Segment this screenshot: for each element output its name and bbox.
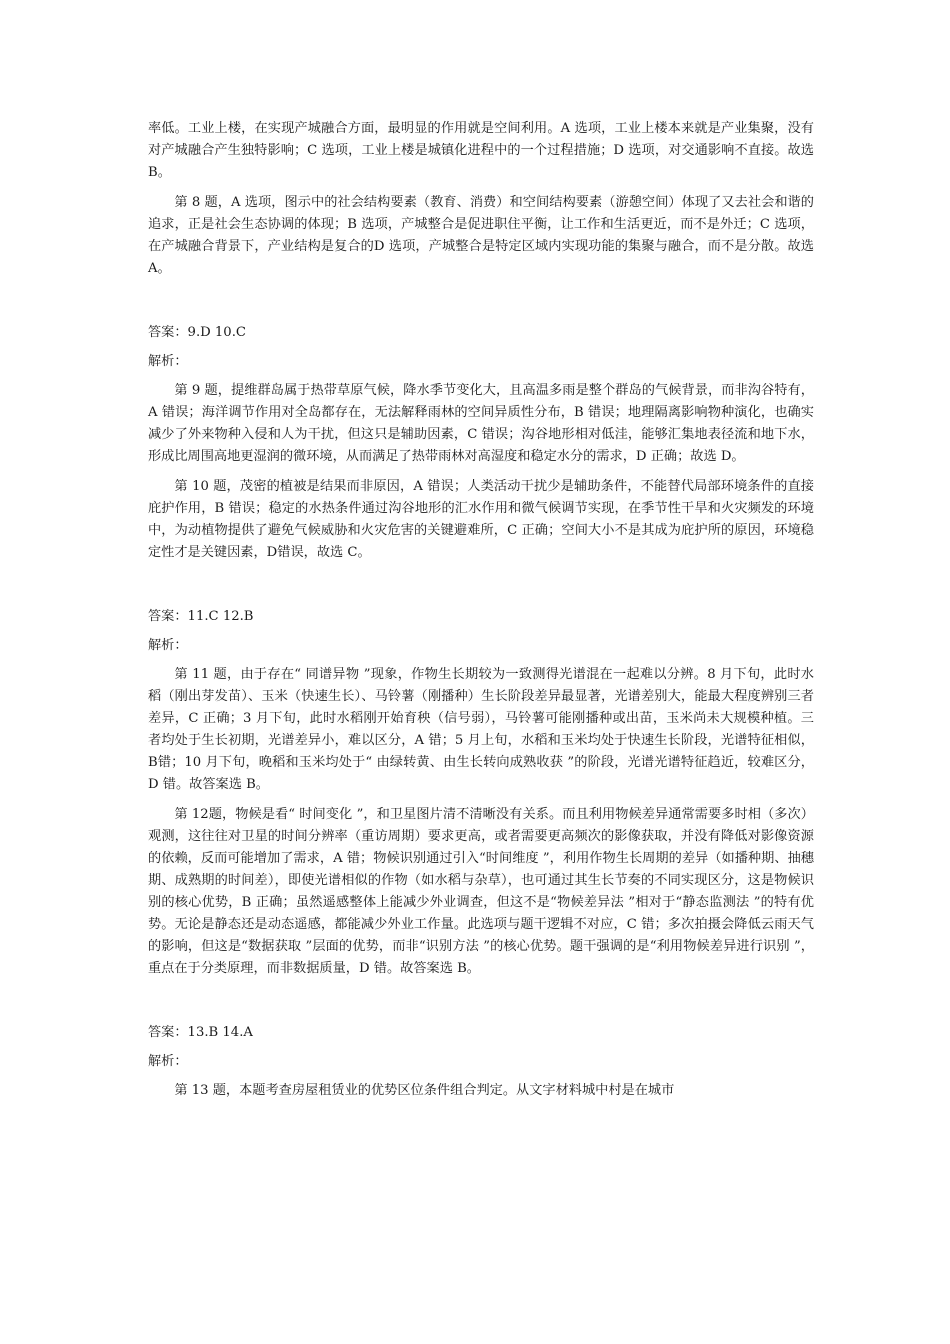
- paragraph-q12: 第 12题，物候是看“ 时间变化 ”，和卫星图片清不清晰没有关系。而且利用物候差异通常需要多时相（多次）观测，这往往对卫星的时间分辨率（重访周期）要求更高，或者需要更高频次的影像获取，并没有降低对影像资源的依赖，反而可能增加了需求，A 错；物候识别通过引入“时间维度 ”，利用作物生长周期的差异（如播种期、抽穗期、成熟期的时间差），即使光谱相似的作物（如水稻与杂草），也可通过其生长节奏的不同实现区分，这是物候识别的核心优势，B 正确；虽然遥感整体上能减少外业调查，但这不是“物候差异法 ”相对于“静态监测法 ”的特有优势。无论是静态还是动态遥感，都能减少外业工作量。此选项与题干逻辑不对应，C 错；多次拍摄会降低云雨天气的影响，但这是“数据获取 ”层面的优势，而非“识别方法 ”的核心优势。题干强调的是“利用物候差异进行识别 ”，重点在于分类原理，而非数据质量，D 错。故答案选 B。: [148, 807, 814, 976]
- answer-line: 答案：9.D 10.C: [148, 325, 246, 340]
- answer-block-9-10: [148, 322, 814, 564]
- analysis-label: 解析：: [148, 1054, 188, 1069]
- answer-line: 答案：11.C 12.B: [148, 609, 254, 624]
- answer-line: 答案：13.B 14.A: [148, 1025, 253, 1040]
- paragraph-q13: 第 13 题，本题考查房屋租赁业的优势区位条件组合判定。从文字材料城中村是在城市: [174, 1083, 675, 1098]
- paragraph-q10: 第 10 题，茂密的植被是结果而非原因，A 错误；人类活动干扰少是辅助条件，不能替代局部环境条件的直接庇护作用，B 错误；稳定的水热条件通过沟谷地形的汇水作用和微气候调节实现，在季节性干旱和火灾频发的环境中，为动植物提供了避免气候威胁和火灾危害的关键避难所，C 正确；空间大小不是其成为庇护所的原因，环境稳定性才是关键因素，D错误，故选 C。: [148, 479, 814, 560]
- paragraph-q9: 第 9 题，提维群岛属于热带草原气候，降水季节变化大，且高温多雨是整个群岛的气候背景，而非沟谷特有，A 错误；海洋调节作用对全岛都存在，无法解释雨林的空间异质性分布，B 错误；地理隔离影响物种演化，也确实减少了外来物种入侵和人为干扰，但这只是辅助因素，C 错误；沟谷地形相对低洼，能够汇集地表径流和地下水，形成比周围高地更湿润的微环境，从而满足了热带雨林对高湿度和稳定水分的需求，D 正确；故选 D。: [148, 383, 814, 464]
- answer-block-13-14: [148, 1022, 814, 1102]
- paragraph-q11: 第 11 题，由于存在“ 同谱异物 ”现象，作物生长期较为一致测得光谱混在一起难以分辨。8 月下旬，此时水稻（刚出芽发苗）、玉米（快速生长）、马铃薯（刚播种）生长阶段差异最显著，光谱差别大，能最大程度辨别三者差异，C 正确；3 月下旬，此时水稻刚开始育秧（信号弱），马铃薯可能刚播种或出苗，玉米尚未大规模种植。三者均处于生长初期，光谱差异小，难以区分，A 错；5 月上旬，水稻和玉米均处于快速生长阶段，光谱特征相似，B错；10 月下旬，晚稻和玉米均处于“ 由绿转黄、由生长转向成熟收获 ”的阶段，光谱光谱特征趋近，较难区分，D 错。故答案选 B。: [148, 667, 814, 792]
- analysis-label: 解析：: [148, 354, 188, 369]
- document-page: [148, 118, 814, 1110]
- analysis-label: 解析：: [148, 638, 188, 653]
- paragraph-q7-tail: 率低。工业上楼，在实现产城融合方面，最明显的作用就是空间利用。A 选项，工业上楼本来就是产业集聚，没有对产城融合产生独特影响；C 选项，工业上楼是城镇化进程中的一个过程措施；D 选项，对交通影响不直接。故选 B。: [148, 121, 814, 180]
- answer-block-11-12: [148, 606, 814, 980]
- paragraph-q8: 第 8 题，A 选项，图示中的社会结构要素（教育、消费）和空间结构要素（游憩空间）体现了又去社会和谐的追求，正是社会生态协调的体现；B 选项，产城整合是促进职住平衡，让工作和生活更近，而不是外迁；C 选项，在产城融合背景下，产业结构是复合的D 选项，产城整合是特定区域内实现功能的集聚与融合，而不是分散。故选 A。: [148, 195, 814, 276]
